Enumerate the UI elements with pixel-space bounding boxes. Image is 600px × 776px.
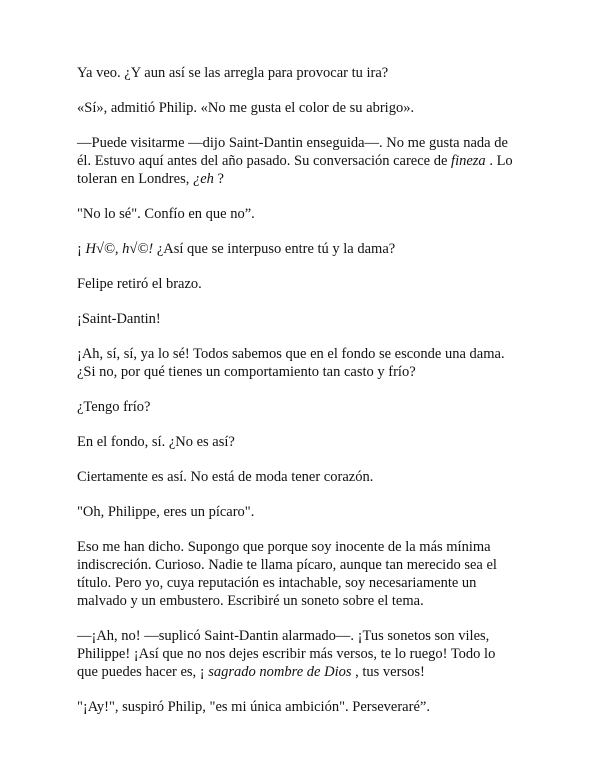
text-run: "Oh, Philippe, eres un pícaro". bbox=[77, 504, 255, 520]
text-line bbox=[77, 538, 547, 556]
text-line bbox=[77, 574, 547, 592]
paragraph bbox=[77, 64, 547, 82]
text-line bbox=[77, 468, 547, 486]
text-run: Ciertamente es así. No está de moda tener corazón. bbox=[77, 469, 374, 485]
text-run: título. Pero yo, cuya reputación es intachable, soy necesariamente un bbox=[77, 575, 477, 591]
text-run: que puedes hacer es, ¡ bbox=[77, 664, 209, 680]
paragraph bbox=[77, 468, 547, 486]
text-line bbox=[77, 645, 547, 663]
text-line bbox=[77, 363, 547, 381]
text-line bbox=[77, 240, 547, 258]
text-run: "No lo sé". Confío en que no”. bbox=[77, 206, 255, 222]
text-line bbox=[77, 433, 547, 451]
text-run: indiscreción. Curioso. Nadie te llama pícaro, aunque tan merecido sea el bbox=[77, 557, 497, 573]
text-line bbox=[77, 627, 547, 645]
text-line bbox=[77, 663, 547, 681]
text-line bbox=[77, 134, 547, 152]
text-line bbox=[77, 99, 547, 117]
text-run: ¡ bbox=[77, 241, 86, 257]
text-line bbox=[77, 503, 547, 521]
text-line bbox=[77, 398, 547, 416]
paragraph bbox=[77, 205, 547, 223]
text-line bbox=[77, 698, 547, 716]
text-run: él. Estuvo aquí antes del año pasado. Su conversación carece de bbox=[77, 153, 452, 169]
text-line bbox=[77, 64, 547, 82]
text-line bbox=[77, 152, 547, 170]
text-run: «Sí», admitió Philip. «No me gusta el color de su abrigo». bbox=[77, 100, 415, 116]
paragraph bbox=[77, 698, 547, 716]
text-run: , tus versos! bbox=[351, 664, 425, 680]
italic-text: fineza bbox=[451, 153, 486, 169]
paragraph bbox=[77, 433, 547, 451]
text-run: toleran en Londres, bbox=[77, 171, 193, 187]
text-run: En el fondo, sí. ¿No es así? bbox=[77, 434, 235, 450]
text-run: ¿Tengo frío? bbox=[77, 399, 151, 415]
text-line bbox=[77, 345, 547, 363]
text-run: Eso me han dicho. Supongo que porque soy inocente de la más mínima bbox=[77, 539, 491, 555]
text-run: "¡Ay!", suspiró Philip, "es mi única ambición". Perseveraré”. bbox=[77, 699, 430, 715]
italic-text: H√©, h√©! bbox=[85, 241, 154, 257]
paragraph bbox=[77, 99, 547, 117]
text-run: ¡Saint-Dantin! bbox=[77, 311, 161, 327]
paragraph bbox=[77, 275, 547, 293]
paragraph bbox=[77, 310, 547, 328]
text-line bbox=[77, 170, 547, 188]
text-run: ¡Ah, sí, sí, ya lo sé! Todos sabemos que en el fondo se esconde una dama. bbox=[77, 346, 505, 362]
text-run: —Puede visitarme —dijo Saint-Dantin enseguida—. No me gusta nada de bbox=[77, 135, 508, 151]
paragraph bbox=[77, 627, 547, 681]
paragraph bbox=[77, 398, 547, 416]
text-run: Philippe! ¡Así que no nos dejes escribir más versos, te lo ruego! Todo lo bbox=[77, 646, 496, 662]
text-line bbox=[77, 592, 547, 610]
text-line bbox=[77, 556, 547, 574]
text-line bbox=[77, 205, 547, 223]
text-run: Felipe retiró el brazo. bbox=[77, 276, 202, 292]
paragraph bbox=[77, 538, 547, 610]
italic-text: ¿eh bbox=[192, 171, 214, 187]
text-line bbox=[77, 310, 547, 328]
italic-text: sagrado nombre de Dios bbox=[208, 664, 352, 680]
document-body bbox=[77, 64, 547, 733]
text-run: . Lo bbox=[485, 153, 513, 169]
text-run: Ya veo. ¿Y aun así se las arregla para provocar tu ira? bbox=[77, 65, 389, 81]
text-run: ¿Así que se interpuso entre tú y la dama? bbox=[153, 241, 396, 257]
text-run: ? bbox=[213, 171, 224, 187]
paragraph bbox=[77, 345, 547, 381]
text-run: ¿Si no, por qué tienes un comportamiento tan casto y frío? bbox=[77, 364, 416, 380]
text-line bbox=[77, 275, 547, 293]
text-run: —¡Ah, no! —suplicó Saint-Dantin alarmado—. ¡Tus sonetos son viles, bbox=[77, 628, 490, 644]
paragraph bbox=[77, 240, 547, 258]
paragraph bbox=[77, 503, 547, 521]
text-run: malvado y un embustero. Escribiré un soneto sobre el tema. bbox=[77, 593, 424, 609]
paragraph bbox=[77, 134, 547, 188]
